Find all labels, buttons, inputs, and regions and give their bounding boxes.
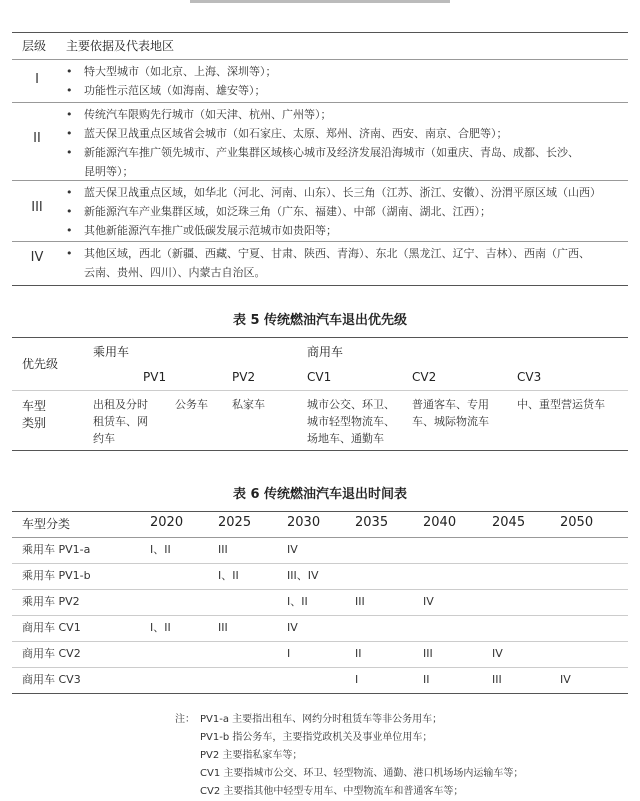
bullet-icon: •: [66, 224, 73, 237]
tier-cell: I、II: [150, 543, 171, 556]
bullet-icon: •: [66, 186, 73, 199]
cv1-desc: 城市轻型物流车、: [307, 415, 395, 428]
tier-cell: I、II: [150, 621, 171, 634]
list-item: 蓝天保卫战重点区域省会城市（如石家庄、太原、郑州、济南、西安、南京、合肥等）；: [84, 127, 508, 140]
tier-cell: IV: [287, 621, 298, 634]
vehicle-type-label: 车型: [22, 399, 47, 413]
table-rule: [12, 450, 628, 451]
table-rule: [12, 537, 628, 538]
cv1-desc: 场地车、通勤车: [307, 432, 384, 445]
table-rule: [12, 615, 628, 616]
table-6-title: 表 6 传统燃油汽车退出时间表: [232, 487, 408, 502]
tier-cell: I、II: [218, 569, 239, 582]
bullet-icon: •: [66, 247, 73, 260]
table-rule: [12, 589, 628, 590]
bullet-icon: •: [66, 84, 73, 97]
table-row-label: 乘用车 PV1-a: [22, 543, 91, 556]
year-2030: 2030: [287, 515, 321, 530]
commercial-car-label: 商用车: [307, 345, 344, 359]
table-rule: [12, 511, 628, 512]
table-rule: [12, 563, 628, 564]
pv1-desc: 出租及分时: [93, 398, 148, 411]
tier-cell: I、II: [287, 595, 308, 608]
list-item: 其他区域，西北（新疆、西藏、宁夏、甘肃、陕西、青海）、东北（黑龙江、辽宁、吉林）、西南（广西、: [84, 247, 590, 260]
list-item-continued: 云南、贵州、四川）、内蒙古自治区。: [84, 266, 266, 279]
year-2020: 2020: [150, 515, 184, 530]
table-rule: [12, 59, 628, 60]
vehicle-type-label-2: 类别: [22, 416, 47, 430]
table-rule: [12, 667, 628, 668]
year-2035: 2035: [355, 515, 389, 530]
table-row-label: 乘用车 PV1-b: [22, 569, 91, 582]
tier-cell: IV: [560, 673, 571, 686]
tier-label: IV: [30, 250, 44, 265]
tier-label: II: [33, 131, 41, 146]
table-rule: [12, 641, 628, 642]
tier-cell: III: [355, 595, 365, 608]
note-line: PV2 主要指私家车等；: [200, 750, 303, 761]
table-row-label: 商用车 CV1: [22, 621, 81, 634]
tier-cell: II: [355, 647, 362, 660]
tier-cell: III: [492, 673, 502, 686]
list-item: 传统汽车限购先行城市（如天津、杭州、广州等）；: [84, 108, 332, 121]
year-2050: 2050: [560, 515, 594, 530]
table-rule: [12, 32, 628, 33]
code-pv1: PV1: [143, 370, 167, 384]
code-cv3: CV3: [517, 370, 542, 384]
note-line: CV2 主要指其他中轻型专用车、中型物流车和普通客车等；: [200, 786, 464, 797]
table-row-label: 乘用车 PV2: [22, 595, 80, 608]
cropped-title-remnant: [190, 0, 450, 3]
tier-cell: III、IV: [287, 569, 319, 582]
note-line: PV1-a 主要指出租车、网约分时租赁车等非公务用车；: [200, 714, 443, 725]
table-rule: [12, 285, 628, 286]
year-2045: 2045: [492, 515, 526, 530]
tier-cell: III: [218, 621, 228, 634]
cv2-desc: 普通客车、专用: [412, 398, 489, 411]
list-item: 蓝天保卫战重点区域，如华北（河北、河南、山东）、长三角（江苏、浙江、安徽）、汾渭平原区域（山西）: [84, 186, 601, 199]
list-item: 新能源汽车推广领先城市、产业集群区域核心城市及经济发展沿海城市（如重庆、青岛、成都、长沙、: [84, 146, 579, 159]
tier-label: III: [31, 200, 43, 215]
list-item: 特大型城市（如北京、上海、深圳等）；: [84, 65, 277, 78]
tier-cell: IV: [287, 543, 298, 556]
note-prefix: 注：: [175, 714, 195, 725]
pv1-desc: 约车: [93, 432, 115, 445]
year-2025: 2025: [218, 515, 252, 530]
priority-label: 优先级: [22, 357, 59, 371]
note-line: PV1-b 指公务车，主要指党政机关及事业单位用车；: [200, 732, 433, 743]
list-item: 新能源汽车产业集群区域，如泛珠三角（广东、福建）、中部（湖南、湖北、江西）；: [84, 205, 491, 218]
bullet-icon: •: [66, 205, 73, 218]
code-cv2: CV2: [412, 370, 437, 384]
list-item: 功能性示范区域（如海南、雄安等）；: [84, 84, 266, 97]
table-rule: [12, 337, 628, 338]
cv1-desc: 城市公交、环卫、: [307, 398, 395, 411]
tier-cell: IV: [492, 647, 503, 660]
pv1-official-desc: 公务车: [175, 398, 208, 411]
passenger-car-label: 乘用车: [93, 345, 130, 359]
code-pv2: PV2: [232, 370, 256, 384]
table-rule: [12, 390, 628, 391]
table-rule: [12, 241, 628, 242]
pv2-desc: 私家车: [232, 398, 265, 411]
bullet-icon: •: [66, 127, 73, 140]
table-row-label: 商用车 CV2: [22, 647, 81, 660]
list-item: 其他新能源汽车推广或低碳发展示范城市如贵阳等；: [84, 224, 337, 237]
pv1-desc: 租赁车、网: [93, 415, 148, 428]
bullet-icon: •: [66, 65, 73, 78]
list-item-continued: 昆明等）；: [84, 165, 134, 178]
note-line: CV1 主要指城市公交、环卫、轻型物流、通勤、港口机场场内运输车等；: [200, 768, 524, 779]
tier-cell: IV: [423, 595, 434, 608]
tier-cell: I: [355, 673, 359, 686]
col-header-basis: 主要依据及代表地区: [66, 39, 175, 53]
cv2-desc: 车、城际物流车: [412, 415, 489, 428]
table-5-title: 表 5 传统燃油汽车退出优先级: [232, 313, 408, 328]
table-rule: [12, 693, 628, 694]
code-cv1: CV1: [307, 370, 332, 384]
cv3-desc: 中、重型营运货车: [517, 398, 605, 411]
tier-cell: II: [423, 673, 430, 686]
year-2040: 2040: [423, 515, 457, 530]
table-rule: [12, 180, 628, 181]
col-header-level: 层级: [22, 39, 47, 53]
tier-label: I: [35, 72, 39, 87]
bullet-icon: •: [66, 146, 73, 159]
tier-cell: III: [218, 543, 228, 556]
table-row-label: 商用车 CV3: [22, 673, 81, 686]
vehicle-class-header: 车型分类: [22, 517, 71, 531]
bullet-icon: •: [66, 108, 73, 121]
table-rule: [12, 102, 628, 103]
tier-cell: I: [287, 647, 291, 660]
tier-cell: III: [423, 647, 433, 660]
